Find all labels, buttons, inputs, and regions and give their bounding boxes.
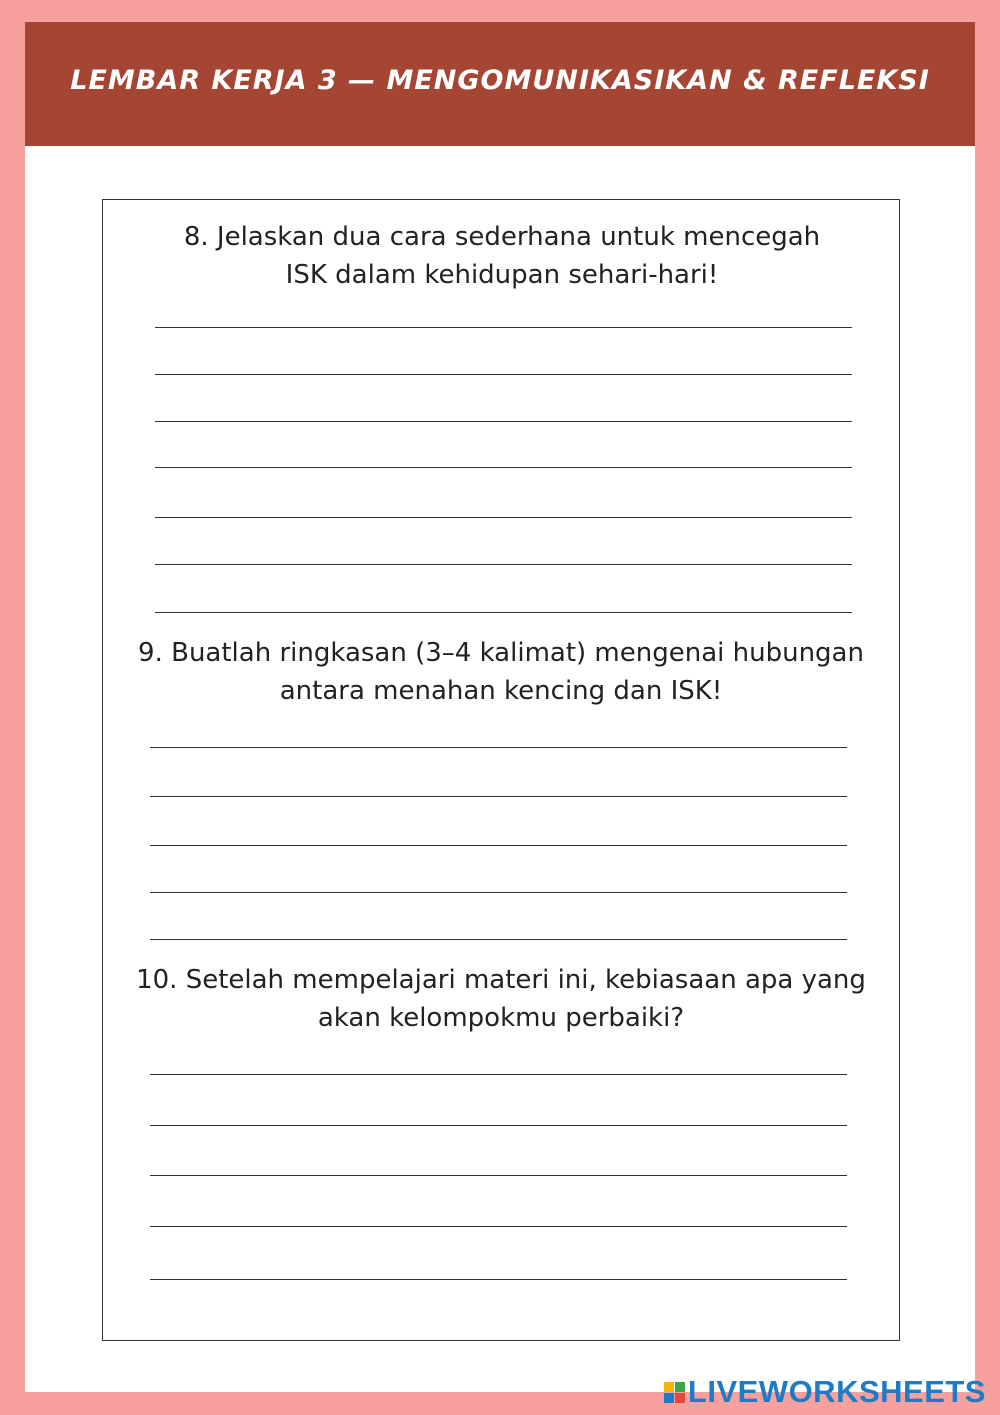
question-9-line-2: antara menahan kencing dan ISK! [279, 676, 723, 706]
answer-line[interactable] [150, 1175, 847, 1176]
answer-line[interactable] [150, 1226, 847, 1227]
question-10-line-1: 10. Setelah mempelajari materi ini, kebiasaan apa yang [136, 965, 866, 995]
question-8-line-1: 8. Jelaskan dua cara sederhana untuk mencegah [183, 222, 821, 252]
answer-line[interactable] [150, 939, 847, 940]
answer-line[interactable] [150, 1125, 847, 1126]
question-10-line-2: akan kelompokmu perbaiki? [317, 1003, 685, 1033]
questions-box [102, 199, 900, 1341]
answer-line[interactable] [150, 796, 847, 797]
question-10 [104, 961, 898, 1037]
brand-name: LIVEWORKSHEETS [687, 1374, 986, 1409]
answer-line[interactable] [155, 374, 852, 375]
liveworksheets-logo-icon [664, 1382, 685, 1403]
answer-line[interactable] [150, 845, 847, 846]
answer-line[interactable] [150, 892, 847, 893]
answer-line[interactable] [150, 1074, 847, 1075]
question-9 [104, 634, 898, 710]
answer-line[interactable] [155, 517, 852, 518]
answer-line[interactable] [155, 564, 852, 565]
answer-line[interactable] [155, 421, 852, 422]
question-9-line-1: 9. Buatlah ringkasan (3–4 kalimat) mengenai hubungan [138, 638, 864, 668]
answer-line[interactable] [155, 612, 852, 613]
question-8 [152, 218, 852, 294]
answer-line[interactable] [150, 747, 847, 748]
header-banner [25, 22, 975, 146]
liveworksheets-brand [664, 1374, 986, 1410]
question-8-line-2: ISK dalam kehidupan sehari-hari! [285, 260, 719, 290]
answer-line[interactable] [155, 467, 852, 468]
page-title: LEMBAR KERJA 3 — MENGOMUNIKASIKAN & REFLEKSI [70, 64, 930, 96]
answer-line[interactable] [150, 1279, 847, 1280]
answer-line[interactable] [155, 327, 852, 328]
